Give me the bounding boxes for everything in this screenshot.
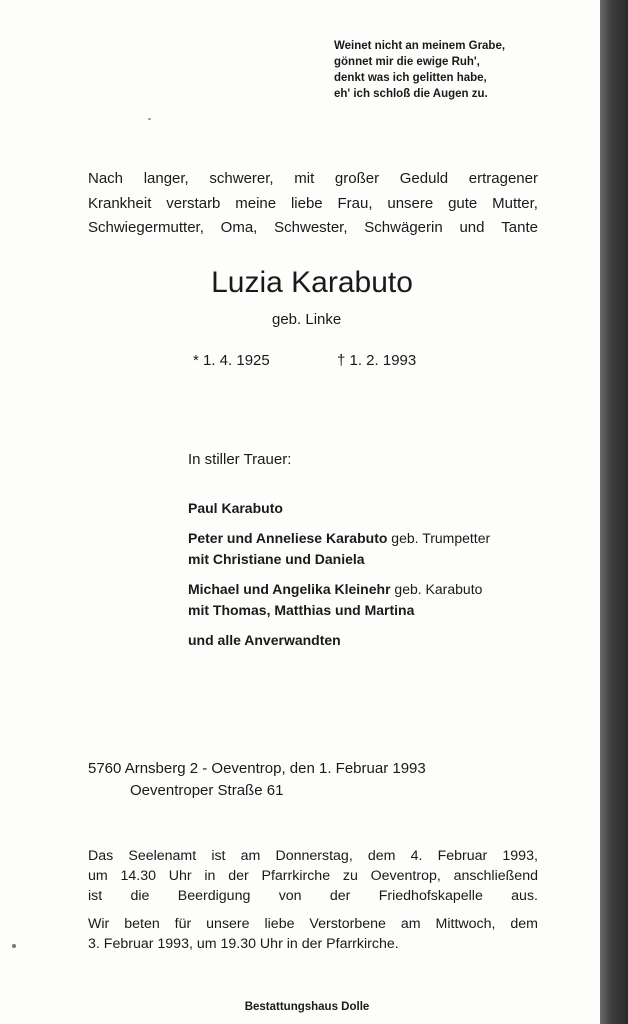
text-line (88, 866, 538, 886)
mourner-name: Michael und Angelika Kleinehr (188, 581, 391, 597)
text-line (88, 886, 538, 906)
word: ist (211, 848, 226, 864)
word: mit (294, 170, 315, 187)
mourner-children: mit Christiane und Daniela (188, 551, 365, 567)
word: Oeventrop, (370, 868, 441, 884)
word: langer, (143, 170, 189, 187)
mourner-line (188, 579, 490, 600)
funeral-home (0, 1001, 628, 1013)
deceased-name (0, 266, 628, 300)
word: Februar (437, 848, 488, 864)
text-line: 3. Februar 1993, um 19.30 Uhr in der Pfarrkirche. (88, 936, 399, 952)
maiden-name: geb. Linke (272, 311, 342, 328)
mourning-heading: In stiller Trauer: (188, 451, 292, 468)
word: Uhr (168, 868, 192, 884)
poem-line: Weinet nicht an meinem Grabe, (334, 40, 506, 52)
word: Pfarrkirche (261, 868, 331, 884)
word: schwerer, (209, 170, 274, 187)
mourner-name: Paul Karabuto (188, 500, 283, 516)
word: Schwägerin (364, 219, 443, 236)
place-date: 5760 Arnsberg 2 - Oeventrop, den 1. Februar 1993 (88, 760, 426, 777)
mourners-list (188, 498, 490, 660)
word: Seelenamt (128, 848, 197, 864)
word: in (204, 868, 216, 884)
intro-line (88, 167, 538, 192)
poem-line: eh' ich schloß die Augen zu. (334, 88, 488, 100)
word: 14.30 (120, 868, 156, 884)
word: Mutter, (492, 194, 538, 212)
funeral-details (88, 846, 538, 962)
word: 4. (410, 848, 423, 864)
word: ist (88, 888, 103, 904)
prayer-paragraph (88, 914, 538, 954)
paper-speck (148, 118, 151, 120)
mourner-group (188, 630, 490, 651)
word: Geduld (399, 170, 449, 187)
mourner-group (188, 528, 490, 570)
intro-line (88, 216, 538, 241)
word: liebe (264, 916, 295, 932)
word: Das (88, 848, 114, 864)
word: aus. (511, 888, 538, 904)
word: verstarb (166, 194, 221, 212)
word: Schwiegermutter, (88, 219, 204, 236)
word: ertragener (468, 170, 538, 187)
word: 1993, (502, 848, 538, 864)
mourner-group (188, 579, 490, 621)
word: von (278, 888, 302, 904)
word: Oma, (220, 219, 258, 236)
word: Krankheit (88, 194, 152, 212)
intro-text (88, 167, 538, 241)
word: Tante (501, 219, 538, 236)
poem-line: gönnet mir die ewige Ruh', (334, 56, 480, 68)
card-spine (600, 0, 628, 1024)
mourner-name: Peter und Anneliese Karabuto (188, 530, 388, 546)
mourner-line (188, 528, 490, 549)
word: am (400, 916, 421, 932)
word: und (459, 219, 485, 236)
word: Beerdigung (177, 888, 251, 904)
word: am (240, 848, 261, 864)
word: unsere (387, 194, 434, 212)
funeral-home-text: Bestattungshaus Dolle (244, 1001, 370, 1013)
deceased-name-text: Luzia Karabuto (211, 266, 413, 299)
word: meine (235, 194, 277, 212)
death-date: † 1. 2. 1993 (337, 352, 417, 369)
word: der (329, 888, 351, 904)
mourner-relatives: und alle Anverwandten (188, 632, 341, 648)
word: Mittwoch, (435, 916, 496, 932)
word: zu (342, 868, 358, 884)
word: großer (334, 170, 380, 187)
poem-verse (334, 38, 505, 102)
word: dem (510, 916, 538, 932)
poem-line: denkt was ich gelitten habe, (334, 72, 487, 84)
word: der (228, 868, 249, 884)
mourner-nee: geb. Karabuto (390, 581, 483, 597)
word: Schwester, (274, 219, 348, 236)
word: Wir (88, 916, 110, 932)
mourner-children: mit Thomas, Matthias und Martina (188, 602, 415, 618)
intro-line (88, 192, 538, 217)
mourner-group (188, 498, 490, 519)
street-address: Oeventroper Straße 61 (130, 781, 284, 799)
word: die (130, 888, 150, 904)
word: Frau, (337, 194, 373, 212)
word: Verstorbene (309, 916, 386, 932)
word: Friedhofskapelle (378, 888, 483, 904)
word: beten (124, 916, 160, 932)
word: anschließend (453, 868, 538, 884)
paper-speck (12, 944, 16, 948)
word: für (174, 916, 192, 932)
word: gute (448, 194, 478, 212)
text-line (88, 914, 538, 934)
requiem-paragraph (88, 846, 538, 906)
word: um (88, 868, 108, 884)
word: Nach (88, 170, 124, 187)
text-line (88, 846, 538, 866)
address-block (88, 758, 426, 801)
word: dem (367, 848, 396, 864)
mourner-nee: geb. Trumpetter (387, 530, 491, 546)
birth-date: * 1. 4. 1925 (193, 352, 270, 369)
word: unsere (206, 916, 250, 932)
word: Donnerstag, (275, 848, 353, 864)
word: liebe (290, 194, 323, 212)
